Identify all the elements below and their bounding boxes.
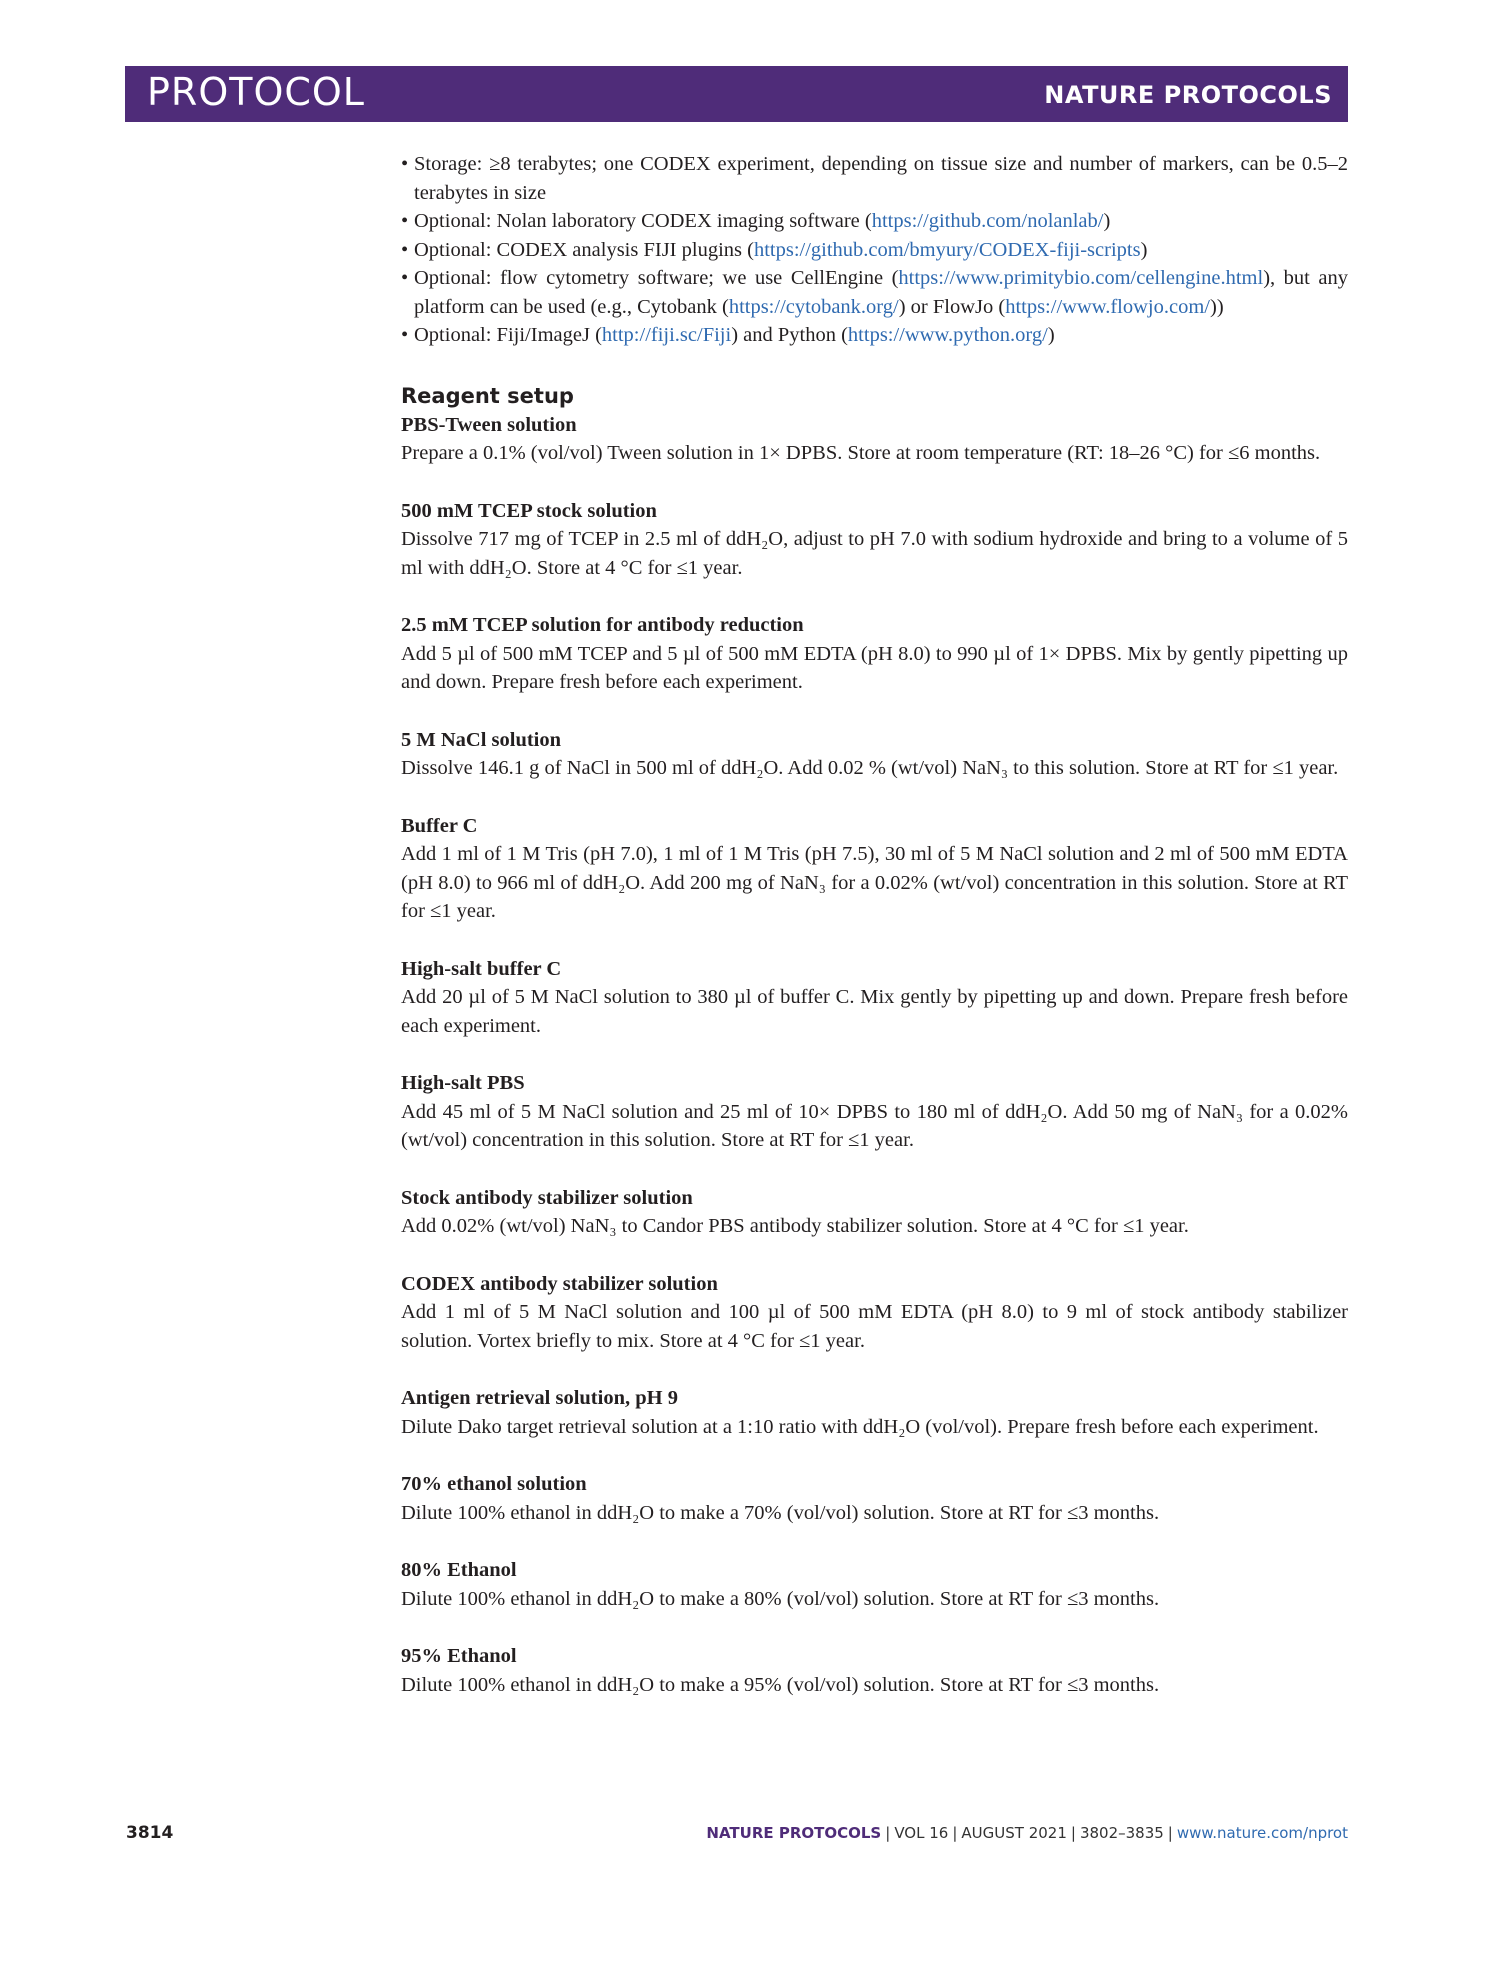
list-item: • Optional: Fiji/ImageJ (http://fiji.sc/Fiji) and Python (https://www.python.org/)	[401, 321, 1348, 350]
link[interactable]: https://www.primitybio.com/cellengine.html	[898, 267, 1264, 289]
reagent-item	[401, 955, 1348, 1041]
reagent-item	[401, 1184, 1348, 1241]
reagent-name: 5 M NaCl solution	[401, 728, 562, 751]
link[interactable]: https://www.python.org/	[847, 324, 1048, 346]
reagent-item	[401, 812, 1348, 926]
reagent-item	[401, 411, 1348, 468]
footer-citation: NATURE PROTOCOLS | VOL 16 | AUGUST 2021 | 3802–3835 | www.nature.com/nprot	[706, 1824, 1348, 1842]
list-item: • Optional: CODEX analysis FIJI plugins (https://github.com/bmyury/CODEX-fiji-scripts)	[401, 236, 1348, 265]
page-header	[125, 66, 1348, 122]
reagent-name: 2.5 mM TCEP solution for antibody reduction	[401, 614, 804, 636]
footer-date: AUGUST 2021	[961, 1824, 1067, 1842]
reagent-text: Add 1 ml of 1 M Tris (pH 7.0), 1 ml of 1 M Tris (pH 7.5), 30 ml of 5 M NaCl solution and 2 ml of 500 mM EDTA (pH 8.0) to 966 ml of ddH₂O. Add 200 mg of NaN₃ for a 0.02% (wt/vol) concentration in this solution. Store at RT for ≤1 year.	[401, 843, 1348, 922]
reagent-name: 500 mM TCEP stock solution	[401, 499, 657, 522]
reagent-item	[401, 1270, 1348, 1356]
link[interactable]: http://fiji.sc/Fiji	[601, 324, 732, 346]
reagent-text: Add 5 µl of 500 mM TCEP and 5 µl of 500 mM EDTA (pH 8.0) to 990 µl of 1× DPBS. Mix by gently pipetting up and down. Prepare fresh before each experiment.	[401, 642, 1348, 693]
footer-journal: NATURE PROTOCOLS	[706, 1824, 882, 1842]
reagent-text: Prepare a 0.1% (vol/vol) Tween solution in 1× DPBS. Store at room temperature (RT: 18–26 °C) for ≤6 months.	[401, 442, 1321, 464]
reagent-text: Dilute 100% ethanol in ddH₂O to make a 95% (vol/vol) solution. Store at RT for ≤3 months.	[401, 1673, 1160, 1696]
reagent-text: Add 45 ml of 5 M NaCl solution and 25 ml of 10× DPBS to 180 ml of ddH₂O. Add 50 mg of NaN₃ for a 0.02% (wt/vol) concentration in this solution. Store at RT for ≤1 year.	[401, 1100, 1348, 1151]
reagent-name: 95% Ethanol	[401, 1645, 517, 1667]
reagent-list	[401, 411, 1348, 1700]
reagent-name: CODEX antibody stabilizer solution	[401, 1272, 718, 1295]
reagent-item	[401, 726, 1348, 783]
reagent-item	[401, 611, 1348, 697]
section-label: PROTOCOL	[147, 70, 365, 114]
reagent-item	[401, 1470, 1348, 1527]
reagent-text: Dilute 100% ethanol in ddH₂O to make a 70% (vol/vol) solution. Store at RT for ≤3 months.	[401, 1501, 1160, 1524]
reagent-item	[401, 1069, 1348, 1155]
reagent-text: Dilute 100% ethanol in ddH₂O to make a 80% (vol/vol) solution. Store at RT for ≤3 months.	[401, 1587, 1160, 1610]
reagent-item	[401, 497, 1348, 583]
reagent-item	[401, 1556, 1348, 1613]
link[interactable]: https://www.flowjo.com/	[1005, 295, 1210, 318]
footer-volume: VOL 16	[894, 1824, 949, 1842]
section-heading: Reagent setup	[401, 383, 574, 408]
requirements-list	[401, 150, 1348, 350]
reagent-name: 80% Ethanol	[401, 1559, 517, 1581]
reagent-text: Add 0.02% (wt/vol) NaN₃ to Candor PBS antibody stabilizer solution. Store at 4 °C for ≤1 year.	[401, 1215, 1189, 1237]
reagent-text: Add 1 ml of 5 M NaCl solution and 100 µl of 500 mM EDTA (pH 8.0) to 9 ml of stock antibody stabilizer solution. Vortex briefly to mix. Store at 4 °C for ≤1 year.	[401, 1301, 1348, 1352]
reagent-name: High-salt PBS	[401, 1072, 525, 1094]
list-item: • Optional: flow cytometry software; we use CellEngine (https://www.primitybio.com/cellengine.html), but any platform can be used (e.g., Cytobank (https://cytobank.org/) or FlowJo (https://www.flowjo.com/))	[401, 264, 1348, 321]
link[interactable]: https://github.com/nolanlab/	[871, 210, 1104, 232]
list-item: • Storage: ≥8 terabytes; one CODEX experiment, depending on tissue size and number of markers, can be 0.5–2 terabytes in size	[401, 150, 1348, 207]
footer-pages: 3802–3835	[1079, 1824, 1164, 1842]
reagent-item	[401, 1642, 1348, 1699]
reagent-text: Add 20 µl of 5 M NaCl solution to 380 µl of buffer C. Mix gently by pipetting up and down. Prepare fresh before each experiment.	[401, 986, 1348, 1037]
reagent-text: Dilute Dako target retrieval solution at a 1:10 ratio with ddH₂O (vol/vol). Prepare fresh before each experiment.	[401, 1415, 1319, 1438]
main-content	[401, 150, 1348, 1728]
reagent-text: Dissolve 717 mg of TCEP in 2.5 ml of ddH₂O, adjust to pH 7.0 with sodium hydroxide and bring to a volume of 5 ml with ddH₂O. Store at 4 °C for ≤1 year.	[401, 528, 1348, 579]
reagent-name: Buffer C	[401, 814, 478, 837]
reagent-text: Dissolve 146.1 g of NaCl in 500 ml of ddH₂O. Add 0.02 % (wt/vol) NaN₃ to this solution. Store at RT for ≤1 year.	[401, 757, 1339, 779]
reagent-name: Stock antibody stabilizer solution	[401, 1186, 693, 1209]
page-number: 3814	[126, 1823, 174, 1843]
reagent-item	[401, 1384, 1348, 1441]
reagent-name: 70% ethanol solution	[401, 1473, 587, 1495]
list-item: • Optional: Nolan laboratory CODEX imaging software (https://github.com/nolanlab/)	[401, 207, 1348, 236]
reagent-name: High-salt buffer C	[401, 957, 562, 980]
footer-url-link[interactable]: www.nature.com/nprot	[1176, 1824, 1348, 1842]
link[interactable]: https://cytobank.org/	[728, 295, 899, 318]
reagent-name: PBS-Tween solution	[401, 413, 577, 436]
link[interactable]: https://github.com/bmyury/CODEX-fiji-scripts	[753, 238, 1141, 261]
reagent-name: Antigen retrieval solution, pH 9	[401, 1387, 678, 1409]
journal-name: NATURE PROTOCOLS	[1044, 81, 1332, 109]
